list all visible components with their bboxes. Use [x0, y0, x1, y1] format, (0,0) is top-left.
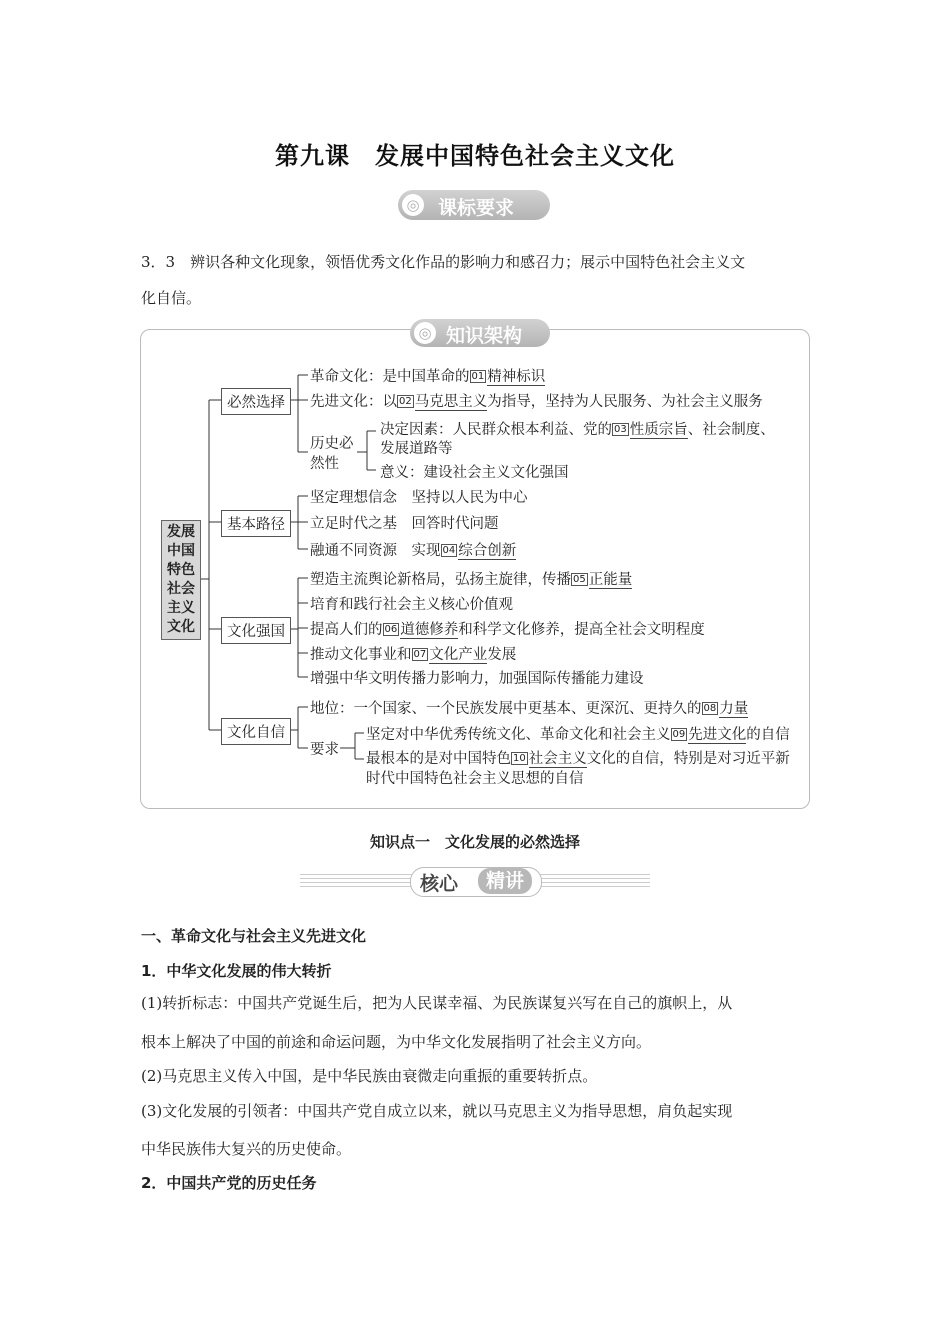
paragraph-3-line-2: 中华民族伟大复兴的历史使命。 [141, 1140, 352, 1158]
blank-number: 07 [413, 649, 427, 660]
banner-label-core: 核心 [420, 873, 459, 895]
node-revolutionary-culture: 革命文化：是中国革命的 01 精神标识 [310, 369, 546, 385]
category-cultural-confidence: 文化自信 [221, 718, 291, 745]
answer-text: 文化产业 [429, 647, 488, 663]
node-status: 地位：一个国家、一个民族发展中更基本、更深沉、更持久的 08 力量 [310, 701, 749, 717]
banner-label-explain: 精讲 [478, 868, 532, 894]
answer-text: 社会主义 [528, 751, 587, 767]
section-subtitle: 知识点一 文化发展的必然选择 [369, 833, 580, 851]
blank-number: 05 [573, 574, 586, 585]
blank-number: 01 [471, 371, 485, 382]
blank-number: 04 [442, 545, 456, 556]
root-char: 中国 [167, 543, 195, 559]
answer-text: 马克思主义 [414, 394, 488, 410]
standard-line-2: 化自信。 [141, 289, 202, 307]
heading-1-2: 2．中国共产党的历史任务 [141, 1174, 317, 1192]
category-basic-path: 基本路径 [221, 510, 291, 537]
blank-number: 09 [672, 729, 686, 740]
node-advanced-culture: 先进文化：以 02 马克思主义为指导，坚持为人民服务、为社会主义服务 [310, 394, 763, 410]
node-path-2: 立足时代之基 回答时代问题 [310, 516, 499, 532]
root-char: 社会 [167, 581, 195, 597]
node-power-5: 增强中华文明传播力影响力，加强国际传播能力建设 [310, 671, 644, 687]
category-inevitable-choice: 必然选择 [221, 388, 291, 415]
node-power-4: 推动文化事业和 07 文化产业发展 [310, 647, 517, 663]
swirl-icon: ◎ [402, 194, 424, 216]
node-power-2: 培育和践行社会主义核心价值观 [310, 597, 513, 613]
blank-number: 02 [399, 396, 412, 407]
node-requirement-2: 最根本的是对中国特色 10 社会主义文化的自信，特别是对习近平新 时代中国特色社会主义思想的自信 [366, 751, 790, 787]
blank-number: 06 [384, 624, 398, 635]
heading-1-1: 1．中华文化发展的伟大转折 [141, 962, 332, 980]
root-node [161, 520, 201, 640]
standard-line-1: 3．3 辨识各种文化现象，领悟优秀文化作品的影响力和感召力；展示中国特色社会主义文 [141, 253, 746, 271]
answer-text: 力量 [719, 701, 749, 717]
page-title: 第九课 发展中国特色社会主义文化 [275, 142, 675, 170]
answer-text: 道德修养 [400, 622, 459, 638]
heading-1: 一、革命文化与社会主义先进文化 [141, 927, 367, 945]
node-power-3: 提高人们的 06 道德修养和科学文化修养，提高全社会文明程度 [310, 622, 705, 638]
node-power-1: 塑造主流舆论新格局，弘扬主旋律，传播 05 正能量 [310, 572, 633, 588]
node-requirement: 要求 [310, 742, 339, 758]
paragraph-1-line-2: 根本上解决了中国的前途和命运问题，为中华文化发展指明了社会主义方向。 [141, 1033, 652, 1051]
answer-text: 综合创新 [458, 543, 517, 559]
root-char: 特色 [167, 562, 195, 578]
blank-number: 08 [703, 703, 717, 714]
category-cultural-power: 文化强国 [221, 617, 291, 644]
blank-number: 03 [614, 424, 627, 435]
answer-text: 先进文化 [688, 727, 747, 743]
answer-text: 正能量 [588, 572, 633, 588]
root-char: 主义 [167, 600, 195, 616]
banner-label: 知识架构 [446, 325, 523, 347]
node-historical-necessity: 历史必 然性 [310, 436, 354, 472]
node-significance: 意义：建设社会主义文化强国 [380, 465, 569, 481]
answer-text: 精神标识 [487, 369, 546, 385]
banner-label: 课标要求 [438, 197, 515, 219]
banner-core-explanation [300, 866, 650, 898]
blank-number: 10 [513, 753, 526, 764]
node-path-1: 坚定理想信念 坚持以人民为中心 [310, 490, 528, 506]
root-char: 文化 [167, 619, 195, 635]
paragraph-3-line-1: (3)文化发展的引领者：中国共产党自成立以来，就以马克思主义为指导思想，肩负起实现 [141, 1102, 733, 1120]
answer-text: 性质宗旨 [629, 422, 688, 438]
paragraph-2: (2)马克思主义传入中国，是中华民族由衰微走向重振的重要转折点。 [141, 1067, 598, 1085]
swirl-icon: ◎ [414, 322, 436, 344]
node-path-3: 融通不同资源 实现 04 综合创新 [310, 543, 517, 559]
root-char: 发展 [167, 524, 195, 540]
paragraph-1-line-1: (1)转折标志：中国共产党诞生后，把为人民谋幸福、为民族谋复兴写在自己的旗帜上，从 [141, 994, 733, 1012]
node-deciding-factors: 决定因素：人民群众根本利益、党的 03 性质宗旨、社会制度、 发展道路等 [380, 422, 775, 457]
node-requirement-1: 坚定对中华优秀传统文化、革命文化和社会主义 09 先进文化的自信 [366, 727, 790, 743]
